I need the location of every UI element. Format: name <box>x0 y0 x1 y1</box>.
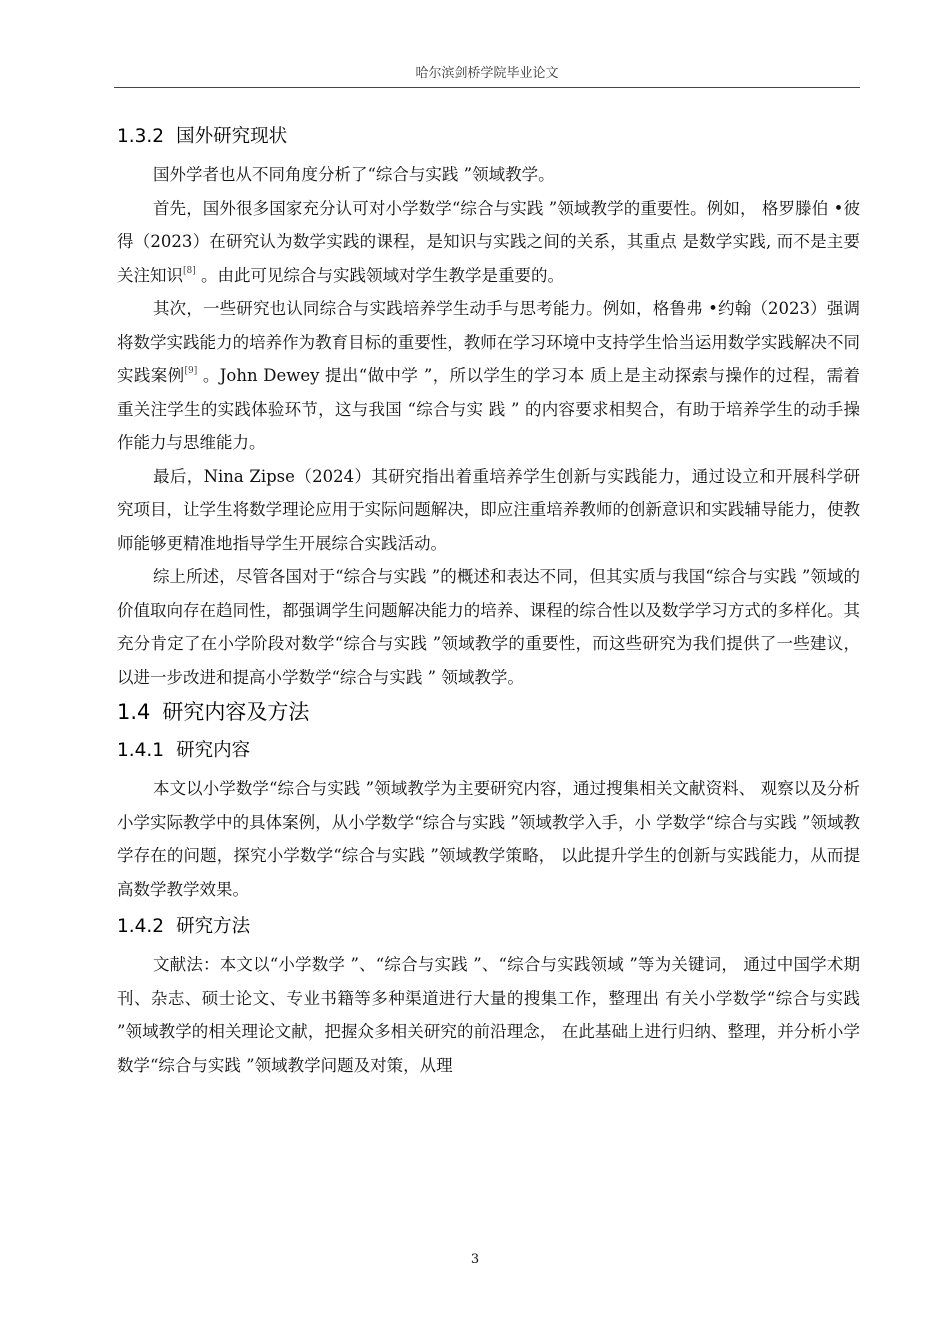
paragraph: 最后，Nina Zipse（2024）其研究指出着重培养学生创新与实践能力，通过设立和开展科学研究项目，让学生将数学理论应用于实际问题解决，即应注重培养教师的创新意识和实践辅导能力，使教师能够更精准地指导学生开展综合实践活动。 <box>117 466 860 553</box>
section-number: 1.4 <box>117 700 151 724</box>
citation-ref[interactable]: [8] <box>183 265 196 276</box>
paragraph-text: 其次，一些研究也认同综合与实践培养学生动手与思考能力。例如，格鲁弗 •约翰（2023）强调将数学实践能力的培养作为教育目标的重要性，教师在学习环境中支持学生恰当运用数学实践解决不同实践案例 <box>117 299 860 385</box>
section-number: 1.4.1 <box>117 740 165 761</box>
section-heading-1-3-2 <box>117 122 860 152</box>
paragraph-text: 首先，国外很多国家充分认可对小学数学“综合与实践 ”领域教学的重要性。例如， 格罗滕伯 •彼得（2023）在研究认为数学实践的课程，是知识与实践之间的关系，其重点 是数学实践, 而不是主要关注知识 <box>117 198 860 285</box>
paragraph: 本文以小学数学“综合与实践 ”领域教学为主要研究内容，通过搜集相关文献资料、 观察以及分析小学实际教学中的具体案例，从小学数学“综合与实践 ”领域教学入手，小 学数学“综合与实践 ”领域教学存在的问题，探究小学数学“综合与实践 ”领域教学策略， 以此提升学生的创新与实践能力，从而提高数学教学效果。 <box>117 779 860 899</box>
paragraph: 综上所述，尽管各国对于“综合与实践 ”的概述和表达不同，但其实质与我国“综合与实践 ”领域的价值取向存在趋同性，都强调学生问题解决能力的培养、课程的综合性以及数学学习方式的多样化。其充分肯定了在小学阶段对数学“综合与实践 ”领域教学的重要性，而这些研究为我们提供了一些建议，以进一步改进和提高小学数学“综合与实践 ” 领域教学。 <box>117 567 860 687</box>
paragraph-text: 。John Dewey 提出“做中学 ”，所以学生的学习本 质上是主动探索与操作的过程，需着重关注学生的实践体验环节，这与我国 “综合与实 践 ” 的内容要求相契合，有助于培养学生的动手操作能力与思维能力。 <box>117 366 860 452</box>
section-title: 研究内容 <box>176 740 251 761</box>
paragraph: 文献法：本文以“小学数学 ”、“综合与实践 ”、“综合与实践领域 ”等为关键词， 通过中国学术期刊、杂志、硕士论文、专业书籍等多种渠道进行大量的搜集工作，整理出 有关小学数学“综合与实践 ”领域教学的相关理论文献，把握众多相关研究的前沿理念， 在此基础上进行归纳、整理，并分析小学数学“综合与实践 ”领域教学问题及对策，从理 <box>117 955 860 1075</box>
section-number: 1.4.2 <box>117 916 165 937</box>
citation-ref[interactable]: [9] <box>184 366 198 376</box>
paragraph <box>117 292 860 460</box>
document-body <box>117 122 860 1082</box>
section-number: 1.3.2 <box>117 126 165 147</box>
section-heading-1-4-1 <box>117 736 860 766</box>
section-title: 研究方法 <box>176 916 251 937</box>
section-heading-1-4-2 <box>117 912 860 942</box>
page-number: 3 <box>470 1252 480 1267</box>
paragraph-text: 。由此可见综合与实践领域对学生教学是重要的。 <box>195 265 564 285</box>
page-header: 哈尔滨剑桥学院毕业论文 <box>415 66 559 81</box>
section-title: 研究内容及方法 <box>162 700 310 724</box>
section-heading-1-4 <box>117 696 860 728</box>
header-rule <box>114 87 860 88</box>
paragraph: 国外学者也从不同角度分析了“综合与实践 ”领域教学。 <box>153 165 555 184</box>
section-title: 国外研究现状 <box>176 126 288 147</box>
paragraph <box>117 192 860 293</box>
